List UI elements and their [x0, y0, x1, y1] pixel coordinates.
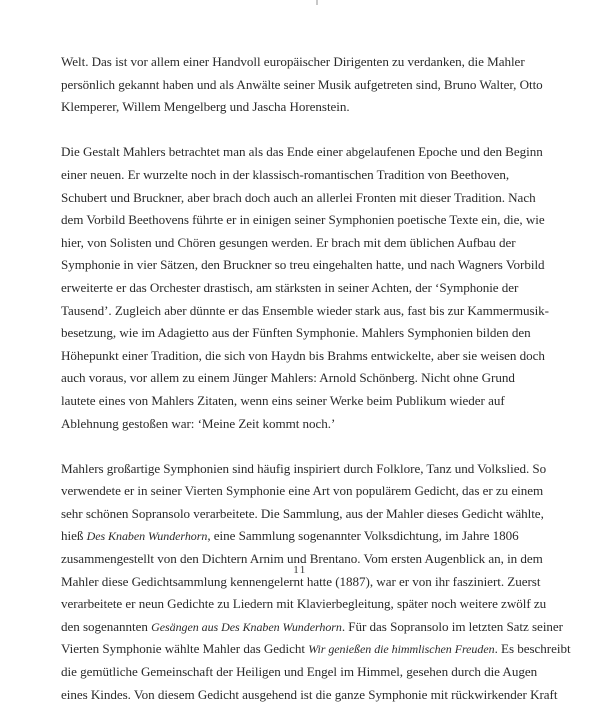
text-run: verarbeitete er neun Gedichte zu Liedern mit Klavierbegleitung, später noch weitere zwölf zu: [61, 596, 547, 612]
text-line: [61, 503, 583, 526]
text-line: [61, 638, 583, 661]
text-run: hieß: [61, 528, 87, 544]
text-run: erweiterte er das Orchester drastisch, am stärksten in seiner Achten, der ‘Symphonie der: [61, 279, 519, 295]
text-run: sehr schönen Sopransolo verarbeitete. Die Sammlung, aus der Mahler dieses Gedicht wählte,: [61, 505, 544, 521]
text-run: Klemperer, Willem Mengelberg und Jascha Horenstein.: [61, 99, 350, 115]
italic-title: Des Knaben Wunderhorn: [86, 529, 208, 544]
text-line: [61, 413, 583, 436]
paragraph: [61, 51, 583, 119]
text-run: den sogenannten: [61, 618, 152, 634]
text-line: [61, 187, 583, 210]
text-line: [61, 141, 583, 164]
text-run: Höhepunkt einer Tradition, die sich von Haydn bis Brahms entwickelte, aber sie weisen doch: [61, 347, 545, 363]
paragraph: [61, 458, 583, 706]
page-number: 11: [293, 564, 307, 576]
text-line: [61, 367, 583, 390]
italic-title: Gesängen aus Des Knaben Wunderhorn: [151, 619, 342, 634]
text-run: einer neuen. Er wurzelte noch in der klassisch-romantischen Tradition von Beethoven,: [61, 166, 510, 182]
text-line: [61, 254, 583, 277]
top-edge-mark: [316, 0, 318, 5]
text-run: persönlich gekannt haben und als Anwälte seiner Musik aufgetreten sind, Bruno Walter, Otto: [61, 76, 543, 92]
text-line: [61, 593, 583, 616]
text-line: [61, 277, 583, 300]
text-run: Tausend’. Zugleich aber dünnte er das Ensemble wieder stark aus, fast bis zur Kammermusik-: [61, 302, 549, 318]
text-line: [61, 661, 583, 684]
text-line: [61, 74, 583, 97]
text-line: [61, 480, 583, 503]
text-run: Ablehnung gestoßen war: ‘Meine Zeit kommt noch.’: [61, 415, 336, 431]
text-run: verwendete er in seiner Vierten Symphonie eine Art von populärem Gedicht, das er zu einem: [61, 483, 544, 499]
text-run: eines Kindes. Von diesem Gedicht ausgehend ist die ganze Symphonie mit rückwirkender Kraft: [61, 686, 558, 702]
text-line: [61, 525, 583, 548]
text-line: [61, 300, 583, 323]
text-run: Symphonie in vier Sätzen, den Bruckner so treu eingehalten hatte, und nach Wagners Vorbild: [61, 257, 545, 273]
italic-title: Wir genießen die himmlischen Freuden: [308, 642, 495, 657]
paragraph: [61, 141, 583, 435]
text-line: [61, 322, 583, 345]
text-run: dem Vorbild Beethovens führte er in einigen seiner Symphonien poetische Texte ein, die, wie: [61, 212, 545, 228]
text-run: . Für das Sopransolo im letzten Satz seiner: [341, 618, 563, 634]
text-run: zusammengestellt von den Dichtern Arnim und Brentano. Vom ersten Augenblick an, in dem: [61, 551, 543, 567]
text-run: . Es beschreibt: [494, 641, 571, 657]
text-run: auch voraus, vor allem zu einem Jünger Mahlers: Arnold Schönberg. Nicht ohne Grund: [61, 370, 515, 386]
text-run: Die Gestalt Mahlers betrachtet man als das Ende einer abgelaufenen Epoche und den Beginn: [61, 144, 543, 160]
text-line: [61, 458, 583, 481]
text-run: Mahlers großartige Symphonien sind häufig inspiriert durch Folklore, Tanz und Volkslied. So: [61, 460, 547, 476]
body-text: [61, 51, 583, 706]
text-line: [61, 684, 583, 706]
text-line: [61, 51, 583, 74]
text-run: Welt. Das ist vor allem einer Handvoll europäischer Dirigenten zu verdanken, die Mahler: [61, 54, 525, 69]
text-run: Schubert und Bruckner, aber brach doch auch an allerlei Fronten mit dieser Tradition. Nach: [61, 189, 536, 205]
text-run: besetzung, wie im Adagietto aus der Fünften Symphonie. Mahlers Symphonien bilden den: [61, 325, 531, 341]
text-run: Mahler diese Gedichtsammlung kennengelernt hatte (1887), war er von ihr fasziniert. Zuerst: [61, 573, 541, 589]
text-run: , eine Sammlung sogenannter Volksdichtung, im Jahre 1806: [207, 528, 519, 544]
text-line: [61, 232, 583, 255]
text-line: [61, 164, 583, 187]
text-line: [61, 616, 583, 639]
text-line: [61, 390, 583, 413]
text-line: [61, 209, 583, 232]
text-run: lautete eines von Mahlers Zitaten, wenn eins seiner Werke beim Publikum wieder auf: [61, 392, 505, 408]
text-line: [61, 345, 583, 368]
text-line: [61, 96, 583, 119]
text-run: hier, von Solisten und Chören gesungen werden. Er brach mit dem üblichen Aufbau der: [61, 234, 516, 250]
text-run: die gemütliche Gemeinschaft der Heiligen und Engel im Himmel, gesehen durch die Augen: [61, 664, 538, 680]
text-run: Vierten Symphonie wählte Mahler das Gedicht: [61, 641, 309, 657]
